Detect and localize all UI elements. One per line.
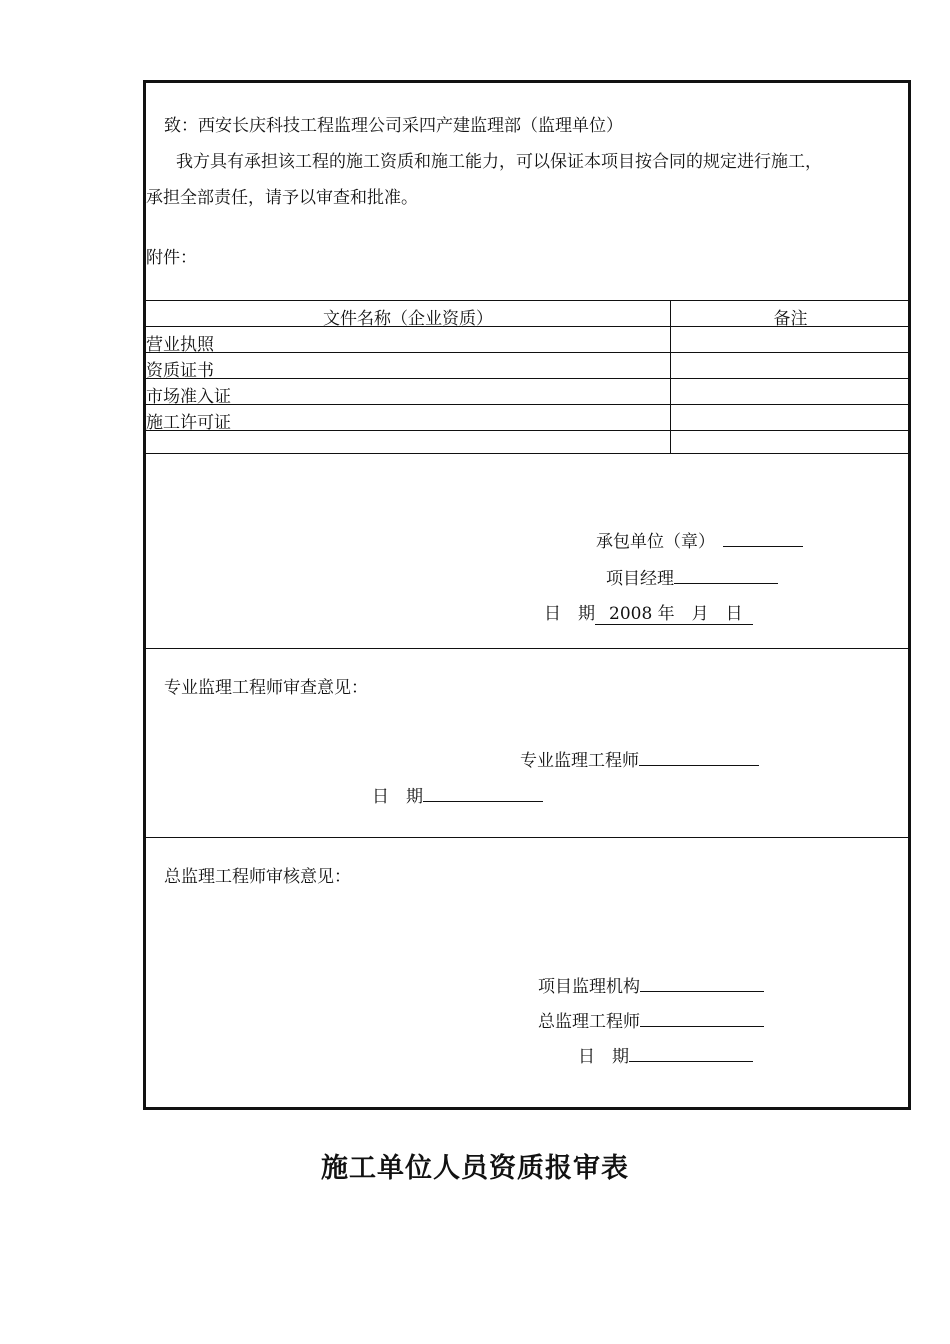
addressee-line: 致：西安长庆科技工程监理公司采四产建监理部（监理单位） (164, 116, 623, 136)
table-bottom-border (146, 453, 908, 454)
table-cell-market-access-certificate: 市场准入证 (146, 387, 231, 407)
engineer-date-label: 日 期 (372, 787, 423, 807)
contractor-seal-line (596, 527, 803, 552)
table-cell-qualification-certificate: 资质证书 (146, 361, 214, 381)
contractor-date-label: 日 期 (544, 604, 595, 624)
table-cell-business-license: 营业执照 (146, 335, 214, 355)
table-row-divider (146, 352, 908, 353)
supervision-org-blank (640, 973, 764, 992)
attachments-label: 附件： (146, 248, 197, 268)
contractor-seal-blank (723, 528, 803, 547)
declaration-line-1: 我方具有承担该工程的施工资质和施工能力，可以保证本项目按合同的规定进行施工， (176, 152, 822, 172)
engineer-review-heading: 专业监理工程师审查意见： (164, 678, 368, 698)
table-header-filename: 文件名称（企业资质） (323, 309, 493, 329)
chief-engineer-blank (640, 1008, 764, 1027)
project-manager-label: 项目经理 (606, 569, 674, 589)
chief-review-heading: 总监理工程师审核意见： (164, 867, 351, 887)
chief-date-label: 日 期 (578, 1047, 629, 1067)
section-divider (146, 648, 908, 649)
table-header-remarks: 备注 (773, 309, 808, 329)
project-manager-line (606, 564, 778, 589)
project-manager-blank (674, 565, 778, 584)
specialist-engineer-label: 专业监理工程师 (520, 751, 639, 771)
engineer-date-blank (423, 783, 543, 802)
table-top-border (146, 300, 908, 301)
table-row-divider (146, 430, 908, 431)
contractor-seal-label: 承包单位（章） (596, 532, 715, 552)
approval-form (143, 80, 911, 1110)
table-row-divider (146, 378, 908, 379)
chief-date-blank (629, 1043, 753, 1062)
table-row-divider (146, 404, 908, 405)
section-divider (146, 837, 908, 838)
table-cell-construction-permit: 施工许可证 (146, 413, 231, 433)
declaration-line-2: 承担全部责任，请予以审查和批准。 (146, 188, 418, 208)
chief-engineer-line (538, 1007, 764, 1032)
form-title: 施工单位人员资质报审表 (321, 1153, 629, 1184)
specialist-engineer-blank (639, 747, 759, 766)
supervision-org-line (538, 972, 764, 997)
chief-engineer-label: 总监理工程师 (538, 1012, 640, 1032)
specialist-engineer-line (520, 746, 759, 771)
engineer-date-line (372, 782, 543, 807)
contractor-date-line (544, 599, 753, 625)
chief-date-line (578, 1042, 753, 1067)
contractor-date-value: 2008 年 月 日 (595, 599, 753, 625)
supervision-org-label: 项目监理机构 (538, 977, 640, 997)
